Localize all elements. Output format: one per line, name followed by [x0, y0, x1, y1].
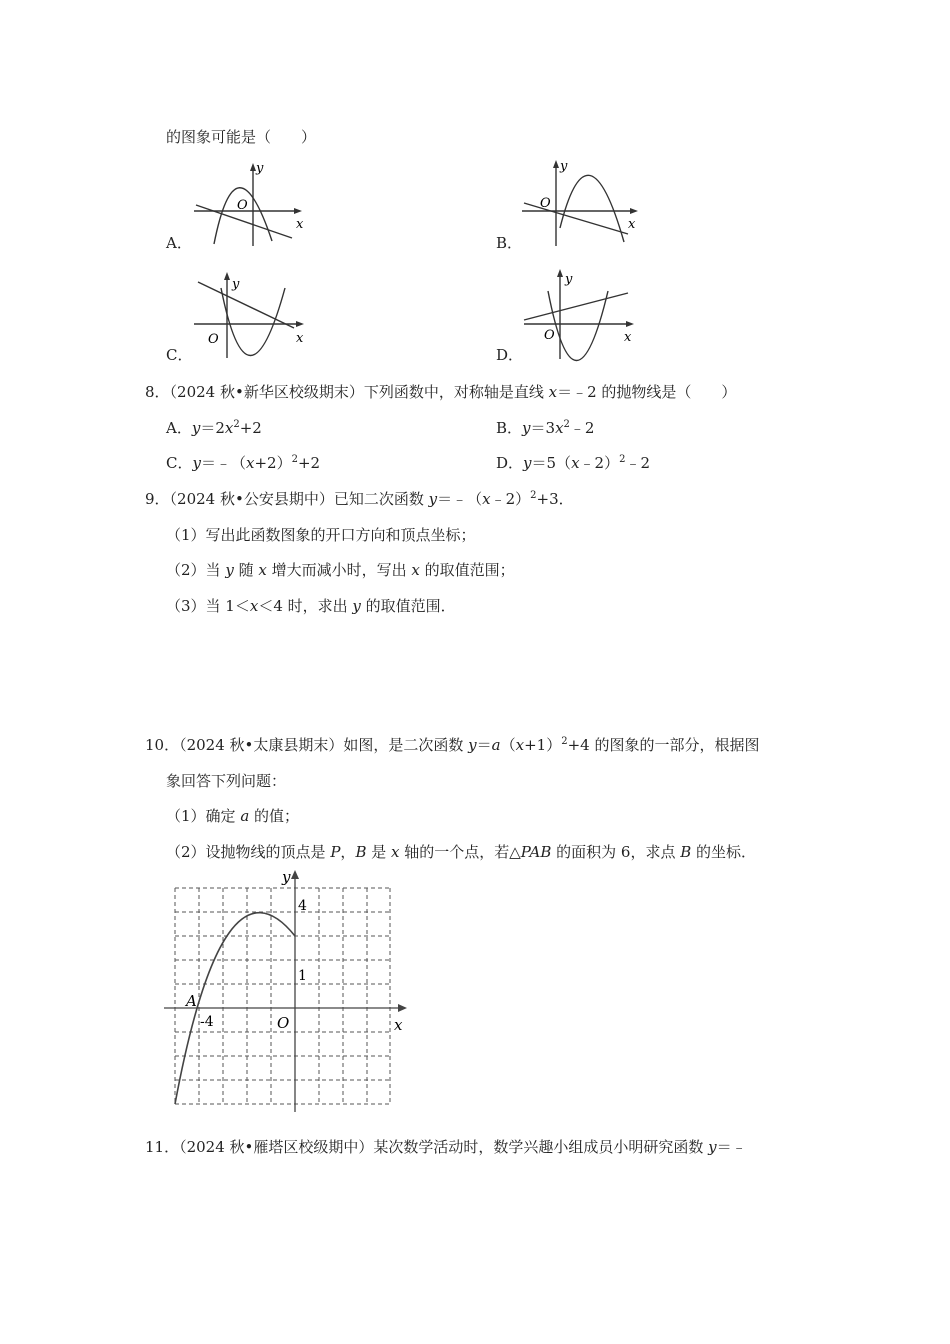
x-axis-label: x — [296, 217, 304, 232]
y-axis-arrow-icon — [557, 269, 563, 277]
x-axis-arrow-icon — [630, 208, 638, 214]
q9-part-2: （2）当 y 随 x 增大而减小时，写出 x 的取值范围； — [166, 561, 515, 579]
q7-option-c-graph — [190, 268, 312, 362]
q11-stem: 11．（2024 秋•雁塔区校级期中）某次数学活动时，数学兴趣小组成员小明研究函数 y＝﹣ — [145, 1138, 747, 1156]
q9-part-1: （1）写出此函数图象的开口方向和顶点坐标； — [166, 526, 476, 544]
q10-stem: 10．（2024 秋•太康县期末）如图，是二次函数 $y=a(x+1)^2+4$ 的图象的一部分，根据图 — [145, 736, 760, 754]
line-graph — [524, 293, 628, 320]
q8-option-d: D．y＝5（x﹣2）$^2$﹣2 — [496, 454, 650, 472]
x-axis-arrow-icon — [294, 208, 302, 214]
q8-option-a: A．$y=2x^2+2$ — [166, 419, 262, 437]
y-axis-label: y — [565, 272, 573, 287]
x-axis-arrow-icon — [296, 321, 304, 327]
q7-option-b-label: B． — [496, 234, 523, 252]
x-axis-arrow-icon — [398, 1004, 407, 1012]
parabola-curve — [214, 188, 272, 244]
y-axis-label: y — [560, 159, 568, 174]
q9-part-3: （3）当 1＜x＜4 时，求出 y 的取值范围． — [166, 597, 456, 615]
q7-option-a-graph — [192, 158, 308, 250]
q8-option-c: C．$y=﹣(x+2)^2+2$ — [166, 454, 321, 472]
x-axis-label: x — [394, 1016, 403, 1034]
tick-label-minus-4: -4 — [200, 1014, 214, 1030]
q7-option-a-label: A． — [166, 234, 192, 252]
question-number: 9． — [145, 490, 170, 508]
y-axis-label: y — [282, 868, 291, 886]
tick-label-1: 1 — [298, 968, 307, 984]
q8-option-b: B．$y=3x^2﹣2$ — [496, 419, 595, 437]
question-number: 8． — [145, 383, 170, 401]
q10-stem-line-2: 象回答下列问题： — [166, 772, 287, 790]
origin-label: O — [540, 196, 551, 211]
point-a-label: A — [186, 992, 197, 1010]
q7-option-d-label: D． — [496, 346, 524, 364]
parabola-curve — [560, 175, 624, 242]
origin-label: O — [277, 1014, 290, 1032]
q7-stem-tail: 的图象可能是（ ） — [166, 128, 317, 146]
tick-label-4: 4 — [298, 898, 307, 914]
question-source: （2024 秋•雁塔区校级期中） — [179, 1138, 374, 1156]
x-axis-label: x — [624, 330, 632, 345]
x-axis-label: x — [628, 217, 636, 232]
y-axis-label: y — [232, 277, 240, 292]
origin-label: O — [544, 328, 555, 343]
q10-part-2: （2）设抛物线的顶点是 P，B 是 x 轴的一个点，若△PAB 的面积为 6，求点 B 的坐标． — [166, 843, 757, 861]
dashed-grid — [175, 888, 390, 1104]
q7-option-d-graph — [520, 265, 642, 362]
q10-part-1: （1）确定 a 的值； — [166, 807, 300, 825]
question-source: （2024 秋•太康县期末） — [179, 736, 344, 754]
parabola-curve — [548, 291, 608, 361]
origin-label: O — [237, 198, 248, 213]
q9-stem: 9．（2024 秋•公安县期中）已知二次函数 y＝﹣（x﹣2）$^2$+3． — [145, 490, 574, 508]
y-axis-arrow-icon — [224, 272, 230, 280]
q7-option-b-graph — [520, 156, 644, 250]
q7-option-c-label: C． — [166, 346, 193, 364]
y-axis-label: y — [256, 161, 264, 176]
q8-stem: 8．（2024 秋•新华区校级期末）下列函数中，对称轴是直线 x＝﹣2 的抛物线是（ ） — [145, 383, 737, 401]
y-axis-arrow-icon — [553, 160, 559, 168]
question-number: 10． — [145, 736, 180, 754]
x-axis-arrow-icon — [626, 321, 634, 327]
question-source: （2024 秋•新华区校级期末） — [169, 383, 364, 401]
origin-label: O — [208, 332, 219, 347]
x-axis-label: x — [296, 331, 304, 346]
y-axis-arrow-icon — [291, 870, 299, 879]
question-source: （2024 秋•公安县期中） — [169, 490, 334, 508]
question-number: 11． — [145, 1138, 180, 1156]
q10-parabola-graph — [160, 866, 410, 1114]
